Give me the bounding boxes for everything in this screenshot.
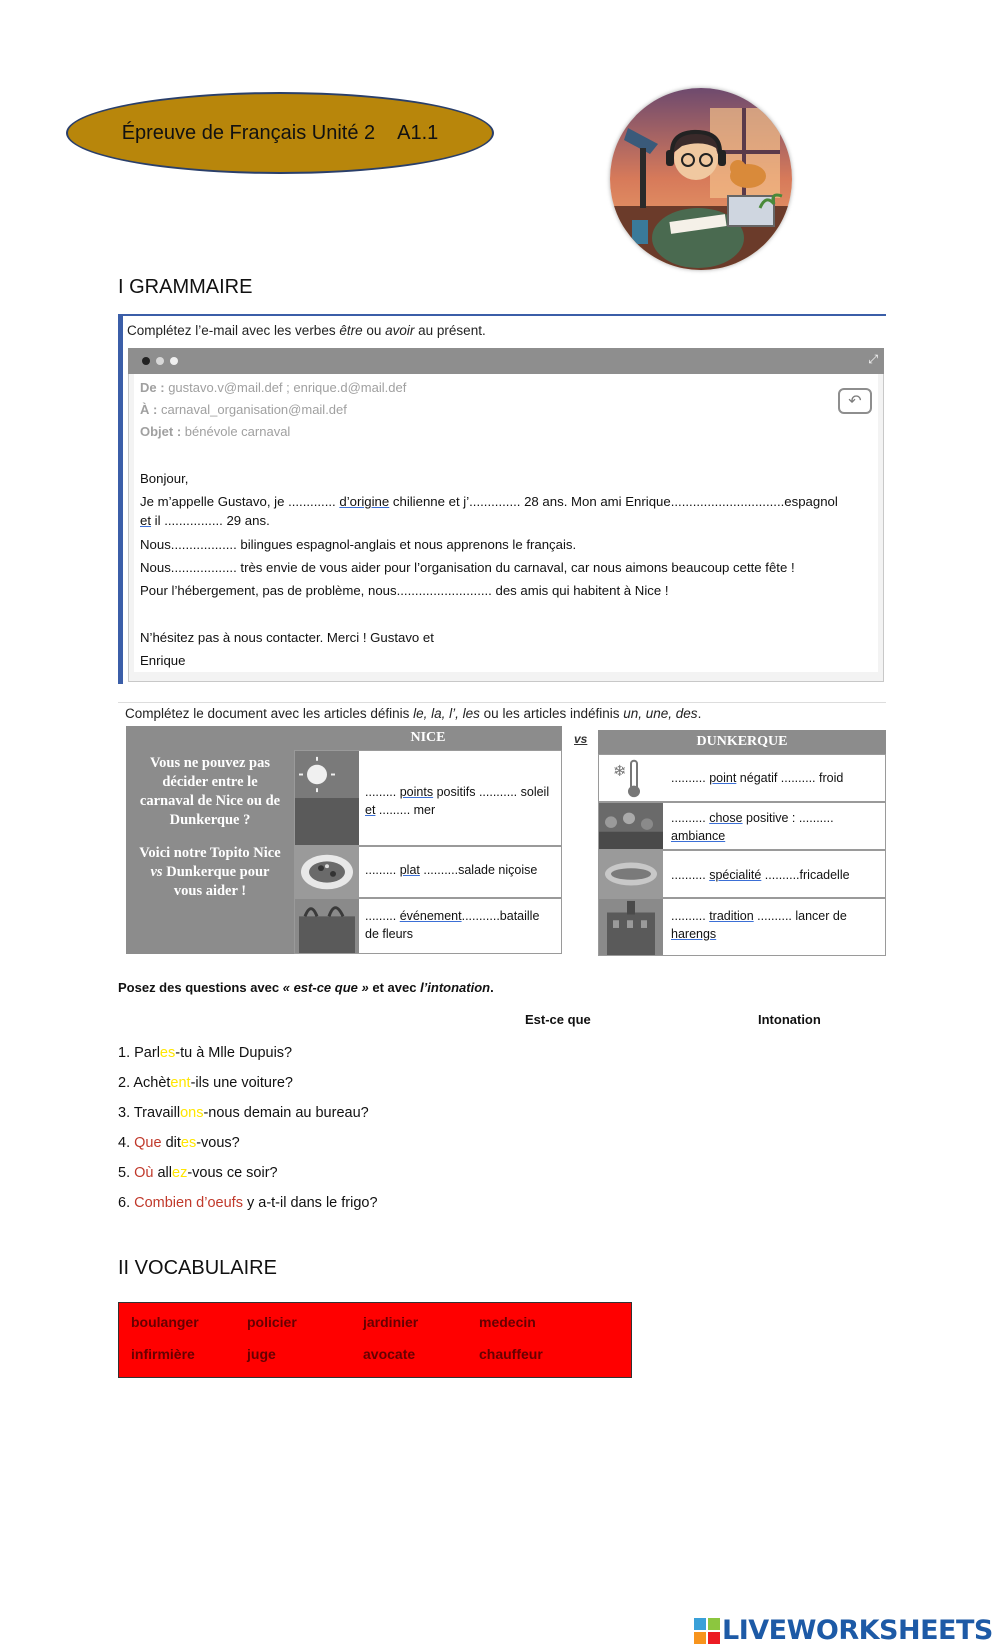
email-titlebar	[128, 348, 884, 374]
text: Posez des questions avec	[118, 980, 283, 995]
text: Travaill	[133, 1105, 181, 1121]
vs-label: vs	[574, 732, 588, 746]
text: plat	[399, 863, 420, 877]
text: et	[365, 803, 376, 817]
subject-label: Objet :	[140, 424, 182, 439]
sun-beach-image	[295, 751, 359, 845]
svg-text:❄: ❄	[613, 761, 627, 780]
email-from	[140, 380, 406, 395]
text: positive : ..........	[742, 811, 834, 825]
title-level: A1.1	[397, 121, 439, 144]
instr-verb-avoir: avoir	[385, 323, 415, 338]
text: ou les articles indéfinis	[479, 706, 624, 721]
email-greeting: Bonjour,	[140, 471, 189, 486]
nice-row-3-text	[365, 907, 555, 943]
question-item	[118, 1195, 378, 1211]
town-hall-image	[599, 899, 663, 955]
text: Dunkerque pour vous aider !	[162, 864, 270, 899]
reply-icon: ↶	[838, 388, 872, 414]
text: et	[140, 513, 151, 528]
dunkerque-row-2-text	[671, 809, 881, 845]
vocab-word: infirmière	[131, 1346, 195, 1362]
text: -vous?	[196, 1135, 240, 1151]
question-item	[118, 1105, 369, 1121]
question-number: 2.	[118, 1075, 134, 1091]
liveworksheets-logo	[694, 1615, 993, 1646]
title-banner	[66, 92, 494, 174]
window-dot-icon	[170, 357, 178, 365]
title-main: Épreuve de Français Unité 2	[121, 121, 376, 144]
email-line-4: Nous.................. très envie de vous aider pour l’organisation du carnaval, car nous aimons beaucoup cette fête !	[140, 560, 795, 575]
email-line-1	[140, 494, 838, 509]
text: chilienne et j’.............. 28 ans. Mon ami Enrique...............................espagnol	[389, 494, 838, 509]
questions-instruction	[118, 980, 494, 995]
text: ..........	[671, 868, 710, 882]
question-word: Combien d’oeufs	[134, 1195, 243, 1211]
text: -tu à Mlle Dupuis?	[175, 1045, 293, 1061]
text: spécialité	[709, 868, 762, 882]
text: d’origine	[339, 494, 390, 509]
nice-row	[294, 898, 562, 954]
text: ambiance	[671, 829, 726, 843]
dunkerque-row	[598, 898, 886, 956]
text: tradition	[709, 909, 754, 923]
instr-text: ou	[362, 323, 386, 338]
text: ...........bataille de fleurs	[365, 909, 540, 941]
text: ..........	[671, 909, 710, 923]
question-word: Que	[134, 1135, 162, 1151]
text: négatif .......... froid	[736, 771, 844, 785]
text: Complétez le document avec les articles définis	[125, 706, 414, 721]
expand-icon: ⤢	[868, 352, 878, 366]
vocab-word: policier	[247, 1314, 297, 1330]
column-header-estceque: Est-ce que	[525, 1012, 591, 1027]
salad-image	[295, 847, 359, 897]
question-item	[118, 1135, 240, 1151]
text: « est-ce que »	[282, 980, 369, 995]
verb-ending: ent	[170, 1075, 191, 1091]
vocab-word: juge	[247, 1346, 276, 1362]
nice-row-2-text	[365, 861, 555, 879]
text: .	[697, 706, 702, 721]
dunkerque-row-3-text	[671, 866, 881, 884]
text: .......... lancer de	[753, 909, 847, 923]
dunkerque-row-1-text	[671, 769, 881, 787]
question-item	[118, 1165, 278, 1181]
question-word: Où	[134, 1165, 154, 1181]
window-dot-icon	[156, 357, 164, 365]
divider	[118, 702, 886, 703]
text: ..........fricadelle	[761, 868, 850, 882]
flower-parade-image	[295, 899, 359, 953]
question-number: 4.	[118, 1135, 135, 1151]
to-label: À :	[140, 402, 158, 417]
email-closing-2: Enrique	[140, 653, 186, 668]
text: -ils une voiture?	[190, 1075, 293, 1091]
promo-panel	[126, 726, 294, 954]
verb-ending: es	[159, 1045, 176, 1061]
section-heading-vocabulaire: II VOCABULAIRE	[118, 1257, 277, 1279]
instr-text: Complétez l’e-mail avec les verbes	[127, 323, 340, 338]
email-instruction	[127, 323, 486, 338]
email-subject	[140, 424, 290, 439]
to-value: carnaval_organisation@mail.def	[160, 402, 347, 417]
vocab-word: jardinier	[363, 1314, 419, 1330]
text: positifs ........... soleil	[433, 785, 550, 799]
verb-ending: ons	[180, 1105, 204, 1121]
column-header-intonation: Intonation	[758, 1012, 821, 1027]
email-closing: N’hésitez pas à nous contacter. Merci ! Gustavo et	[140, 630, 434, 645]
question-number: 3.	[118, 1105, 134, 1121]
crowd-image	[599, 803, 663, 849]
text: -nous demain au bureau?	[203, 1105, 369, 1121]
from-value: gustavo.v@mail.def ; enrique.d@mail.def	[168, 380, 407, 395]
text: un, une, des	[623, 706, 698, 721]
vocabulary-word-bank	[118, 1302, 632, 1378]
text: .........	[365, 863, 400, 877]
text: vs	[150, 864, 163, 880]
question-number: 5.	[118, 1165, 135, 1181]
dunkerque-row	[598, 850, 886, 898]
text: -vous ce soir?	[187, 1165, 278, 1181]
logo-blocks-icon	[694, 1618, 720, 1644]
fricadelle-image	[599, 851, 663, 897]
vocab-word: avocate	[363, 1346, 416, 1362]
dunkerque-row	[598, 754, 886, 802]
text: Je m’appelle Gustavo, je .............	[140, 494, 340, 509]
instr-verb-etre: être	[339, 323, 363, 338]
window-dot-icon	[142, 357, 150, 365]
text: et avec	[368, 980, 421, 995]
text: Achèt	[133, 1075, 171, 1091]
question-number: 6.	[118, 1195, 135, 1211]
promo-line-2	[126, 830, 294, 901]
text: harengs	[671, 927, 717, 941]
vocab-word: chauffeur	[479, 1346, 543, 1362]
text: l’intonation	[420, 980, 491, 995]
verb-ending: ez	[172, 1165, 188, 1181]
subject-value: bénévole carnaval	[184, 424, 291, 439]
text: point	[709, 771, 737, 785]
text: il ................ 29 ans.	[151, 513, 270, 528]
text: événement	[399, 909, 462, 923]
vocab-word: medecin	[479, 1314, 536, 1330]
articles-instruction	[125, 706, 701, 721]
text: dit	[161, 1135, 181, 1151]
text: y a-t-il dans le frigo?	[242, 1195, 378, 1211]
verb-ending: es	[180, 1135, 197, 1151]
vocab-word: boulanger	[131, 1314, 199, 1330]
nice-row	[294, 750, 562, 846]
text: points	[399, 785, 434, 799]
text: all	[153, 1165, 173, 1181]
question-number: 1.	[118, 1045, 135, 1061]
text: ......... mer	[375, 803, 436, 817]
text: ..........	[671, 811, 710, 825]
instr-text: au présent.	[414, 323, 486, 338]
nice-row	[294, 846, 562, 898]
text: .........	[365, 909, 400, 923]
text: ..........salade niçoise	[419, 863, 538, 877]
email-line-5: Pour l’hébergement, pas de problème, nous.......................... des amis qui habitent à Nice !	[140, 583, 669, 598]
avatar	[610, 88, 792, 270]
from-label: De :	[140, 380, 165, 395]
nice-header: NICE	[294, 726, 562, 750]
nice-row-1-text	[365, 783, 555, 819]
text: ..........	[671, 771, 710, 785]
logo-text: LIVEWORKSHEETS	[722, 1615, 993, 1646]
text: le, la, l’, les	[413, 706, 480, 721]
text: chose	[709, 811, 743, 825]
text: Voici notre Topito Nice	[139, 845, 281, 861]
email-line-2	[140, 513, 270, 528]
question-item	[118, 1045, 292, 1061]
question-item	[118, 1075, 293, 1091]
promo-line-1: Vous ne pouvez pas décider entre le carnaval de Nice ou de Dunkerque ?	[139, 755, 281, 828]
dunkerque-row-4-text	[671, 907, 881, 943]
dunkerque-header: DUNKERQUE	[598, 730, 886, 754]
section-heading-grammaire: I GRAMMAIRE	[118, 276, 253, 298]
email-line-3: Nous.................. bilingues espagnol-anglais et nous apprenons le français.	[140, 537, 577, 552]
email-to	[140, 402, 347, 417]
dunkerque-row	[598, 802, 886, 850]
text: .........	[365, 785, 400, 799]
text: .	[490, 980, 494, 995]
thermometer-icon	[599, 755, 663, 801]
text: Parl	[134, 1045, 160, 1061]
teacher-avatar-illustration	[610, 88, 792, 270]
